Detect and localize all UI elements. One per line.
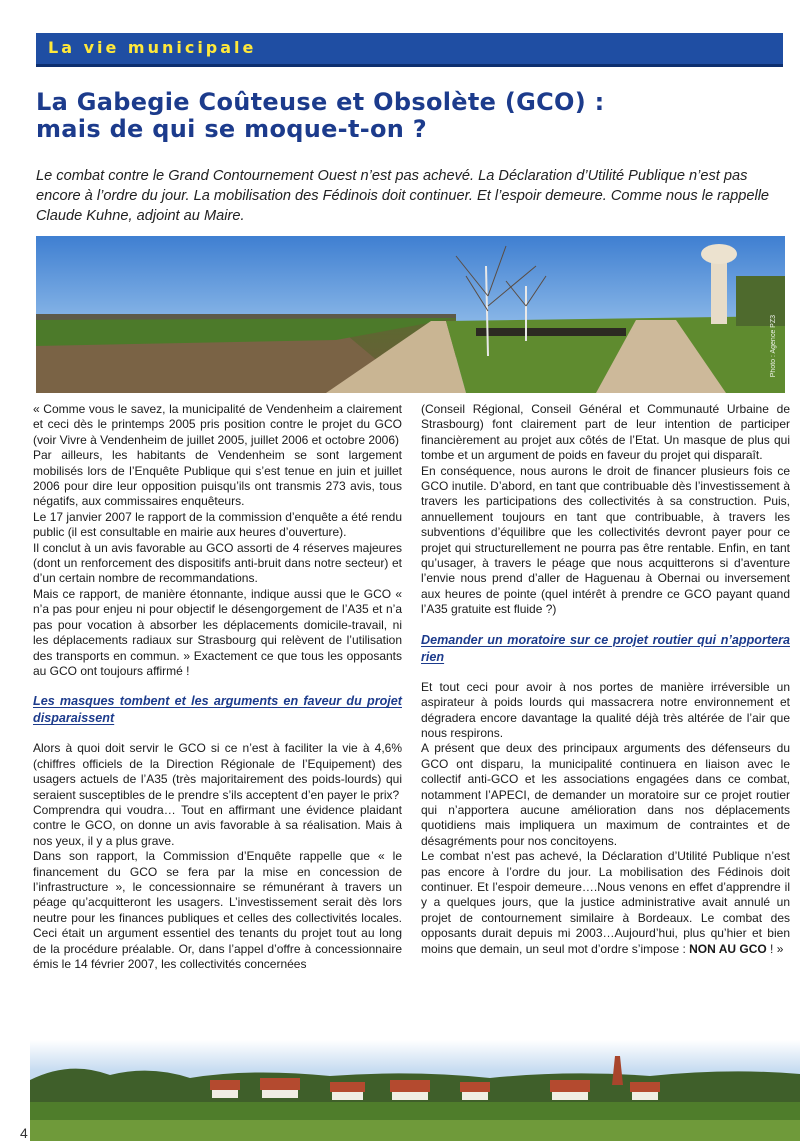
section-title: La vie municipale: [48, 38, 257, 57]
subheading: Demander un moratoire sur ce projet routier qui n’apportera rien: [421, 632, 790, 664]
paragraph: Mais ce rapport, de manière étonnante, indique aussi que le GCO « n’a pas pour enjeu ni pour objectif le désengorgement de l’A35 et n’a pas pour vocation à absorber les déplacements domicile-travail, ni les déplacements radiaux sur Strasbourg qui relèvent de l’utilisation des transports en commun. » Exactement ce que tous les opposants au GCO ont toujours affirmé !: [33, 586, 402, 678]
landscape-photo-field-road: [36, 236, 785, 393]
page-number: 4: [20, 1125, 28, 1141]
article-lead: Le combat contre le Grand Contournement Ouest n’est pas achevé. La Déclaration d’Utilité Publique n’est pas encore à l’ordre du jour. La mobilisation des Fédinois doit continuer. Et l’espoir demeure. Comme nous le rappelle Claude Kuhne, adjoint au Maire.: [36, 168, 770, 224]
left-column: [33, 402, 402, 972]
subheading: Les masques tombent et les arguments en faveur du projet disparaissent: [33, 694, 402, 726]
closing-ending: ! »: [766, 941, 784, 956]
section-header-band: [36, 33, 783, 64]
paragraph: En conséquence, nous aurons le droit de financer plusieurs fois ce GCO inutile. D’abord, en tant que contribuable dès l’investissement à travers les participations des collectivités à sa construction. Puis, annuellement toujours en tant que contribuable, à travers les subventions d’équilibre que les collectivités devront payer pour ce projet qui structurellement ne pourra pas être rentable. Enfin, en tant qu’usager, à travers le péage que nous acquitterons si d’aventure l’envie nous prend d’aller de Haguenau à Obernai ou inversement aux heures de pointe (quel intérêt à prendre ce GCO payant quand l’A35 gratuite est fluide ?): [421, 463, 790, 617]
paragraph: (Conseil Régional, Conseil Général et Communauté Urbaine de Strasbourg) font clairement part de leur intention de participer financièrement au projet aux côtés de l’Etat. Un masque de plus qui tombe et un argument de poids en faveur du projet qui disparaît.: [421, 402, 790, 463]
paragraph: Le 17 janvier 2007 le rapport de la commission d’enquête a été rendu public (il est consultable en mairie aux heures d’ouverture).: [33, 509, 402, 540]
paragraph: Alors à quoi doit servir le GCO si ce n’est à faciliter la vie à 4,6% (chiffres officiels de la Direction Régionale de l’Equipement) des usagers actuels de l’A35 (très majoritairement des poids-lourds) qui seraient susceptibles de le prendre s’ils acceptent d’en payer le prix?: [33, 741, 402, 802]
village-panorama-photo: [30, 1040, 800, 1141]
article-title: [36, 89, 776, 143]
article-title-line-1: La Gabegie Coûteuse et Obsolète (GCO) :: [36, 88, 605, 116]
right-column: [421, 402, 790, 957]
closing-paragraph: [421, 849, 790, 957]
paragraph: « Comme vous le savez, la municipalité de Vendenheim a clairement et ceci dès le printemps 2005 pris position contre le projet du GCO (voir Vivre à Vendenheim de juillet 2005, juillet 2006 et octobre 2006): [33, 402, 402, 447]
article-title-line-2: mais de qui se moque-t-on ?: [36, 115, 428, 143]
paragraph: Comprendra qui voudra… Tout en affirmant une évidence plaidant contre le GCO, on donne un avis favorable à sa réalisation. Mais à nos yeux, il y a plus grave.: [33, 802, 402, 848]
paragraph: Et tout ceci pour avoir à nos portes de manière irréversible un aspirateur à poids lourds qui massacrera notre environnement et dégradera encore davantage la qualité déjà très altérée de l’air que nous respirons.: [421, 679, 790, 740]
paragraph: A présent que deux des principaux arguments des défenseurs du GCO ont disparu, la municipalité continuera en liaison avec le collectif anti-GCO et les associations engagées dans ce combat, notamment l’APECI, de demander un moratoire sur ce projet routier qui n’apportera aucune amélioration dans nos déplacements quotidiens mais impliquera un maximum de contraintes et de désagréments pour nos concitoyens.: [421, 741, 790, 848]
photo-credit: Photo : Agence PZ3: [770, 315, 777, 378]
paragraph: Par ailleurs, les habitants de Vendenheim se sont largement mobilisés lors de l’Enquête Publique qui s’est tenue en juin et juillet 2006 pour dire leur opposition puisqu’ils ont transmis 273 avis, tous négatifs, aux commissaires enquêteurs.: [33, 448, 402, 509]
slogan: NON AU GCO: [689, 941, 767, 956]
paragraph: Dans son rapport, la Commission d’Enquête rappelle que « le financement du GCO se fera par la mise en concession de l’infrastructure », le concessionnaire se rémunérant à travers un péage qu’acquitteront les usagers. L’investissement serait dès lors neutre pour les finances publiques et celles des collectivités locales. Ceci était un argument essentiel des tenants du projet tout au long de la procédure préalable. Or, dans l’appel d’offre à concessionnaire émis le 14 février 2007, les collectivités concernées: [33, 849, 402, 971]
header-rule: [36, 64, 783, 67]
paragraph: Il conclut à un avis favorable au GCO assorti de 4 réserves majeures (dont un renforcement des dispositifs anti-bruit dans notre secteur) et d’un certain nombre de recommandations.: [33, 540, 402, 586]
closing-text: Le combat n’est pas achevé, la Déclaration d’Utilité Publique n’est pas encore à l’ordre du jour. La mobilisation des Fédinois doit continuer. Et l’espoir demeure….Nous venons en effet d’apprendre il y a quelques jours, que la justice administrative avait annulé un projet de contournement similaire à Bordeaux. Le combat des opposants durait depuis mi 2003…Aujourd’hui, plus qu’hier et bien moins que demain, un seul mot d’ordre s’impose :: [421, 849, 790, 956]
